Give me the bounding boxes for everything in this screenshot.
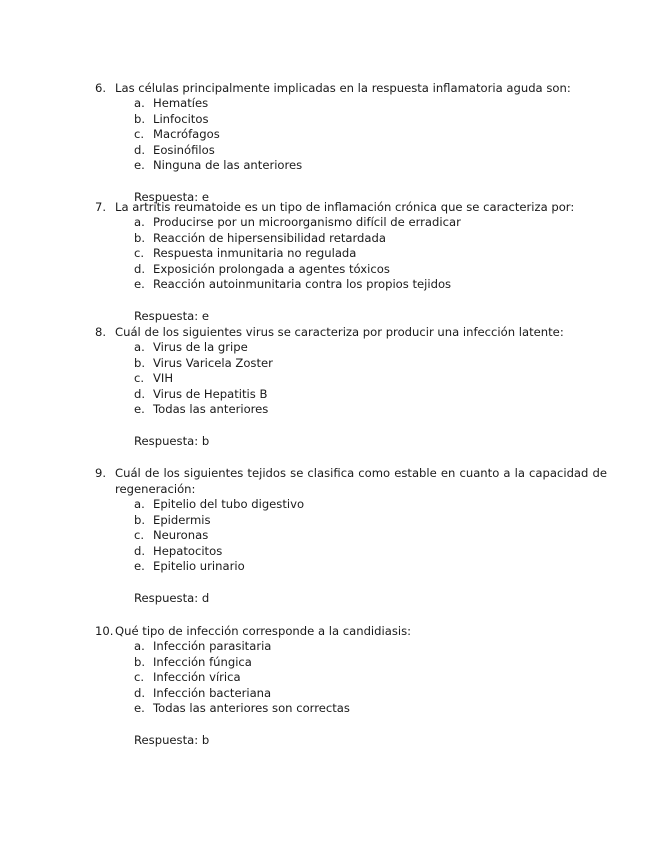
option-letter: e. <box>134 158 145 173</box>
option-letter: d. <box>134 685 146 700</box>
option-text: Todas las anteriores <box>153 402 269 417</box>
option-e <box>95 559 607 575</box>
option-letter: d. <box>134 261 146 276</box>
option-letter: c. <box>134 371 145 386</box>
options-list <box>95 215 607 293</box>
option-text: Macrófagos <box>153 127 220 142</box>
option-text: Infección parasitaria <box>153 639 272 653</box>
question-stem <box>95 465 607 497</box>
option-a <box>95 96 607 112</box>
answer-line: Respuesta: b <box>134 732 210 747</box>
question-number: 8. <box>95 325 107 339</box>
option-e <box>95 158 607 174</box>
option-text: Epidermis <box>153 512 211 527</box>
option-text: Producirse por un microorganismo difícil de erradicar <box>153 215 461 229</box>
option-letter: a. <box>134 215 145 229</box>
options-list <box>95 639 607 717</box>
option-b <box>95 513 607 529</box>
option-text: Todas las anteriores son correctas <box>153 701 350 716</box>
option-text: Exposición prolongada a agentes tóxicos <box>153 261 390 276</box>
option-e <box>95 277 607 293</box>
option-letter: c. <box>134 670 145 685</box>
options-list <box>95 340 607 418</box>
option-letter: a. <box>134 340 145 354</box>
option-text: Virus de Hepatitis B <box>153 386 268 401</box>
option-text: Respuesta inmunitaria no regulada <box>153 246 357 261</box>
option-letter: a. <box>134 96 145 110</box>
option-d <box>95 262 607 278</box>
option-letter: b. <box>134 111 146 126</box>
option-letter: d. <box>134 543 146 558</box>
option-text: Hematíes <box>153 96 209 110</box>
option-letter: e. <box>134 701 145 716</box>
option-text: Reacción de hipersensibilidad retardada <box>153 230 386 245</box>
option-d <box>95 387 607 403</box>
option-letter: d. <box>134 386 146 401</box>
question-text: Qué tipo de infección corresponde a la candidiasis: <box>115 624 412 638</box>
option-c <box>95 670 607 686</box>
option-text: Virus de la gripe <box>153 340 248 354</box>
question-text: Cuál de los siguientes tejidos se clasifica como estable en cuanto a la capacidad de regeneración: <box>115 466 607 496</box>
option-b <box>95 112 607 128</box>
question-stem <box>95 623 607 639</box>
option-letter: e. <box>134 559 145 574</box>
question-stem <box>95 324 607 340</box>
option-letter: b. <box>134 355 146 370</box>
option-a <box>95 639 607 655</box>
option-b <box>95 356 607 372</box>
answer-line: Respuesta: b <box>134 433 210 448</box>
option-text: Epitelio urinario <box>153 559 245 574</box>
option-letter: a. <box>134 497 145 511</box>
question-stem <box>95 199 607 215</box>
option-a <box>95 340 607 356</box>
option-letter: c. <box>134 246 145 261</box>
option-e <box>95 701 607 717</box>
question-number: 6. <box>95 81 107 95</box>
option-c <box>95 127 607 143</box>
question-7 <box>95 199 607 324</box>
option-text: Virus Varicela Zoster <box>153 355 273 370</box>
option-d <box>95 544 607 560</box>
option-letter: b. <box>134 230 146 245</box>
option-letter: c. <box>134 127 145 142</box>
option-d <box>95 686 607 702</box>
option-a <box>95 215 607 231</box>
option-d <box>95 143 607 159</box>
option-text: Infección vírica <box>153 670 241 685</box>
question-number: 10. <box>95 624 114 638</box>
option-text: Epitelio del tubo digestivo <box>153 497 305 511</box>
answer-line: Respuesta: d <box>134 590 210 605</box>
options-list <box>95 96 607 174</box>
option-letter: b. <box>134 512 146 527</box>
option-text: Linfocitos <box>153 111 209 126</box>
option-c <box>95 371 607 387</box>
option-text: Hepatocitos <box>153 543 223 558</box>
question-8 <box>95 324 607 449</box>
option-c <box>95 246 607 262</box>
question-stem <box>95 80 607 96</box>
option-e <box>95 402 607 418</box>
option-text: Ninguna de las anteriores <box>153 158 303 173</box>
option-text: Infección bacteriana <box>153 685 272 700</box>
option-letter: e. <box>134 402 145 417</box>
option-text: Eosinófilos <box>153 142 215 157</box>
option-text: VIH <box>153 371 174 386</box>
question-text: La artritis reumatoide es un tipo de inflamación crónica que se caracteriza por: <box>115 200 575 214</box>
question-number: 7. <box>95 200 107 214</box>
option-text: Reacción autoinmunitaria contra los propios tejidos <box>153 277 452 292</box>
question-text: Las células principalmente implicadas en la respuesta inflamatoria aguda son: <box>115 81 571 95</box>
option-letter: a. <box>134 639 145 653</box>
option-letter: c. <box>134 528 145 543</box>
options-list <box>95 497 607 575</box>
question-text: Cuál de los siguientes virus se caracteriza por producir una infección latente: <box>115 325 564 339</box>
answer-line: Respuesta: e <box>134 308 209 323</box>
question-10 <box>95 623 607 748</box>
option-b <box>95 655 607 671</box>
option-text: Neuronas <box>153 528 209 543</box>
option-letter: e. <box>134 277 145 292</box>
option-c <box>95 528 607 544</box>
question-9 <box>95 465 607 606</box>
option-text: Infección fúngica <box>153 654 252 669</box>
option-a <box>95 497 607 513</box>
answer-line: Respuesta: e <box>134 189 209 204</box>
option-b <box>95 231 607 247</box>
question-number: 9. <box>95 466 107 480</box>
option-letter: b. <box>134 654 146 669</box>
question-6 <box>95 80 607 205</box>
option-letter: d. <box>134 142 146 157</box>
